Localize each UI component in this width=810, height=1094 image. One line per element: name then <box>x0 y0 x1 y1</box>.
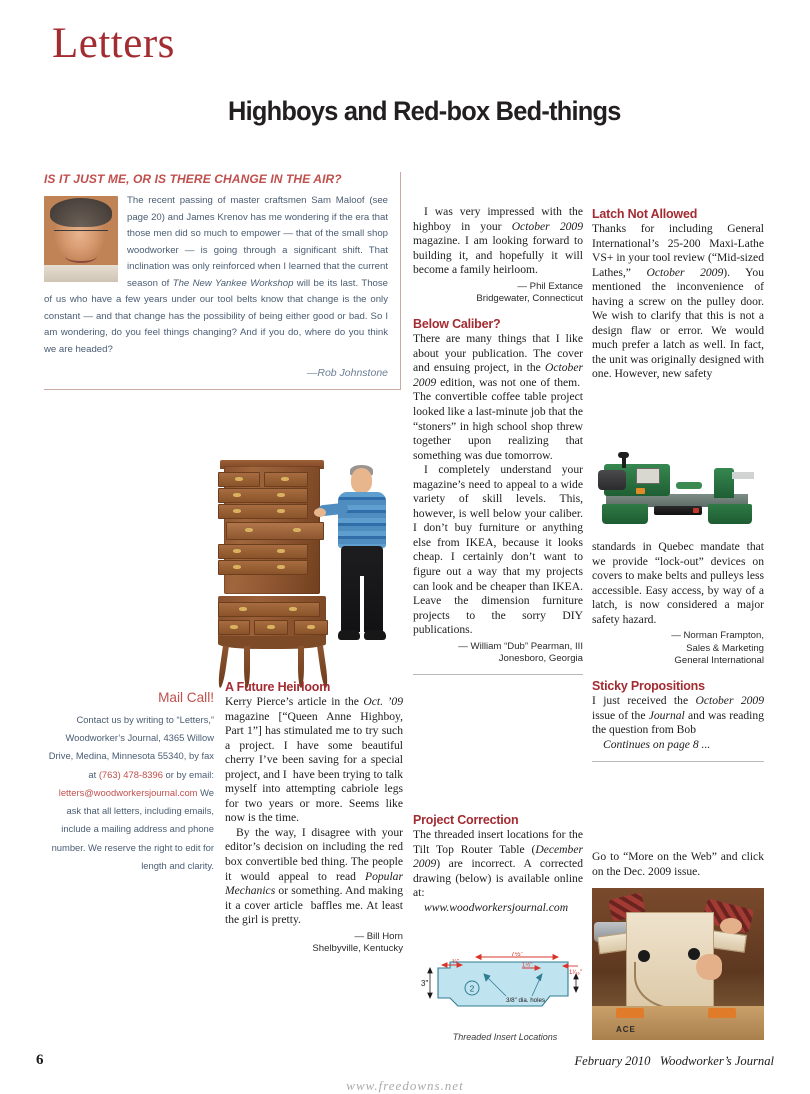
editorial-italic-title: The New Yankee Workshop <box>172 277 294 289</box>
mail-call-line-1: Contact us by writing to “Letters,” <box>76 714 214 725</box>
letter-body-latch-p2: standards in Quebec mandate that we provide “lock-out” devices on covers to make belts and pulleys less accessible. Easy access, by way of a latch, is now considered a major safety hazard. <box>592 540 764 626</box>
footer-issue-line <box>574 1054 774 1069</box>
orange-clamp <box>708 1008 736 1018</box>
mail-call-line-2: Woodworker’s Journal, <box>65 732 161 744</box>
letter-heading-below-caliber: Below Caliber? <box>413 316 501 332</box>
italic-popular-mechanics: Popular Mechanics <box>225 869 403 898</box>
letter-body-highboy-impressed: I was very impressed with the highboy in your October 2009 magazine. I am looking forward to building it, and hopefully it will become a family heirloom. <box>413 205 584 277</box>
italic-december-2009: December 2009 <box>413 842 583 871</box>
letter-body-latch-p1: Thanks for including General International’s 25-200 Maxi-Lathe VS+ in your tool review (“Mid-sized Lathes,” October 2009). You mentioned the inconvenience of having a screw on the pulley door. We wish to clarify that this is not a design flaw or error. We would much prefer a latch as well. In fact, the unit was originally designed with one. However, new safety <box>592 222 764 381</box>
column-latch-continued <box>592 540 764 762</box>
lathe-photo <box>592 442 764 534</box>
drawing-hole-note: 3/8" dia. holes <box>506 997 546 1004</box>
footer-publication: Woodworker’s Journal <box>659 1054 774 1068</box>
project-correction-url[interactable]: www.woodworkersjournal.com <box>424 900 569 914</box>
editorial-signature: —Rob Johnstone <box>306 367 388 379</box>
italic-october-2009: October 2009 <box>646 265 724 279</box>
mail-call-phone: (763) 478-8396 <box>98 768 163 780</box>
italic-journal: Journal <box>648 708 685 722</box>
letter-body-sticky: I just received the October 2009 issue of the Journal and was reading the question from Bob <box>592 694 765 737</box>
lathe-brand-badge <box>654 506 702 515</box>
editorial-text-part-1: The recent passing of master craftsmen Sam Maloof (see page 20) and James Krenov has me wondering if the era that those men did so much to empower — that of the small shop woodworker — is going through a significant shift. That inclination was only reinforced when I learned that the current season of <box>127 195 388 289</box>
editorial-text-part-2: will be its last. Those of us who have a few years under our tool belts know that change is the only constant — and that change has the possibility of being either good or bad. So I am wondering, do you feel things changing? And if you do, where do you think we are headed? <box>44 277 388 355</box>
letter-heading-future-heirloom: A Future Heirloom <box>225 679 331 694</box>
woodworker-hand <box>314 508 326 517</box>
mail-call-title: Mail Call! <box>158 690 214 705</box>
column-future-heirloom <box>225 668 403 955</box>
highboy-drawer <box>218 602 320 617</box>
woodworker-head <box>351 468 372 493</box>
letter-signature-highboy-impressed <box>413 281 583 306</box>
signature-place: Shelbyville, Kentucky <box>312 943 403 955</box>
lathe-right-base <box>708 504 752 524</box>
portrait-hair <box>50 198 112 227</box>
portrait-shirt <box>44 265 118 282</box>
signature-name: — Bill Horn <box>354 930 403 942</box>
highboy-drawer <box>218 620 250 635</box>
italic-oct09: Oct. ’09 <box>363 695 404 708</box>
signature-name: — Phil Extance <box>517 280 583 292</box>
continues-link[interactable]: Continues on page 8 ... <box>603 737 711 751</box>
hand-right <box>696 954 722 980</box>
mail-call-line-5: or by email: <box>162 768 214 780</box>
highboy-photo <box>214 450 404 664</box>
mail-call-line-6: We ask that all letters, including <box>66 786 214 817</box>
signature-name: — William “Dub” Pearman, III <box>458 640 583 652</box>
section-divider <box>413 674 583 675</box>
letter-body-project-correction: The threaded insert locations for the Tilt Top Router Table (December 2009) are incorrect. A corrected drawing (below) is available online at: <box>413 828 583 900</box>
router-table-knob <box>638 950 650 962</box>
highboy-drawer <box>264 472 308 487</box>
highboy-drawer <box>218 560 308 575</box>
drawing-part-outline <box>438 959 568 1006</box>
letter-signature-future-heirloom <box>225 931 403 956</box>
router-table-photo <box>592 888 764 1040</box>
dim-height-left: 3" <box>421 979 429 988</box>
woodworker-shoe <box>364 630 386 640</box>
lathe-knob <box>618 452 629 458</box>
lathe-control-panel <box>636 468 660 484</box>
highboy-drawer <box>218 488 308 503</box>
highboy-drawer <box>218 504 308 519</box>
signature-name: — Norman Frampton, <box>671 630 764 642</box>
hand-top <box>720 918 742 934</box>
editor-portrait-photo <box>44 196 118 282</box>
lathe-tool-rest <box>676 482 702 489</box>
masthead <box>52 22 175 65</box>
editorial-kicker: IS IT JUST ME, OR IS THERE CHANGE IN THE AIR? <box>44 172 342 186</box>
letter-heading-latch: Latch Not Allowed <box>592 206 698 221</box>
column-more-on-the-web <box>592 850 764 879</box>
section-title: Letters <box>52 20 175 67</box>
mail-call-line-9: right to edit for length and clarity. <box>141 841 214 871</box>
column-latch-not-allowed <box>592 206 764 382</box>
section-divider <box>592 761 764 762</box>
signature-company: General International <box>674 654 764 666</box>
letter-body-future-heirloom-p2: By the way, I disagree with your editor’s decision on including the red box convertible bed thing. The people it would appeal to read Popular Mechanics or something. And making it a cover article baffles me. At least the girl is pretty. <box>225 825 403 927</box>
highboy-drawer <box>218 544 308 559</box>
letter-signature-latch <box>592 630 764 667</box>
mail-call-line-3: 4365 Willow Drive, Medina, <box>48 732 214 762</box>
letter-heading-sticky: Sticky Propositions <box>592 678 705 694</box>
dim-inner-offset: 1½" <box>522 962 533 969</box>
column-project-correction <box>413 812 583 915</box>
lathe-left-base <box>602 504 648 524</box>
portrait-glasses <box>54 230 107 240</box>
highboy-drawer <box>294 620 328 635</box>
page-number: 6 <box>36 1052 44 1068</box>
orange-clamp <box>616 1008 644 1018</box>
watermark: www.freedowns.net <box>346 1078 464 1093</box>
highboy-apron <box>218 636 326 649</box>
highboy-drawer <box>254 620 288 635</box>
column-below-caliber <box>413 205 583 675</box>
ace-label: ACE <box>616 1025 636 1034</box>
highboy-drawer <box>218 472 260 487</box>
woodworker-shoe <box>338 630 360 640</box>
highboy-open-drawer <box>226 522 324 540</box>
italic-october-2009: October 2009 <box>511 219 584 233</box>
letter-body-more-on-web: Go to “More on the Web” and click on the Dec. 2009 issue. <box>592 850 764 878</box>
mail-call-line-7: emails, include a mailing address <box>61 805 214 835</box>
drawing-svg <box>418 952 586 1022</box>
dim-height-right: 1¹⁄₁₆" <box>569 970 582 976</box>
lathe-motor <box>598 470 626 490</box>
mail-call-sidebar <box>44 690 214 875</box>
dim-left-offset: ¾" <box>452 959 460 966</box>
italic-october-2009: October 2009 <box>695 694 765 708</box>
letter-heading-project-correction: Project Correction <box>413 812 519 827</box>
signature-place: Jonesboro, Georgia <box>498 653 583 665</box>
mail-call-line-4: Minnesota 55340, by fax at <box>88 750 214 780</box>
drawing-part-number: 2 <box>469 983 475 994</box>
lathe-switch <box>636 488 645 494</box>
woodworker-leg-gap <box>360 576 364 632</box>
footer-issue: February 2010 <box>574 1054 651 1068</box>
italic-october-2009: October 2009 <box>413 361 583 389</box>
threaded-insert-drawing <box>418 952 586 1022</box>
editorial-block <box>44 172 401 390</box>
letter-body-below-caliber-p2: I completely understand your magazine’s need to appeal to a wide variety of skill levels. This, however, is well below your caliber. I don’t buy furniture or anything else from IKEA, because it looks cheap. I certainly don’t want to figure out a way that my projects can look and be cheaper than IKEA. Leave the dimension furniture projects to the sorry DIY publications. <box>413 463 583 637</box>
mail-call-line-8: and phone number. We reserve the <box>51 823 214 853</box>
page-headline: Highboys and Red-box Bed-things <box>228 96 621 126</box>
letter-body-future-heirloom-p1: Kerry Pierce’s article in the Oct. ’09 magazine [“Queen Anne Highboy, Part 1”] has stimulated me to try such a project. I have some beautiful cherry I’ve been saving for a special project, and I have been trying to talk myself into attempting cabriole legs for two years or more. Seems like now is the time. <box>225 695 404 825</box>
lathe-spur-center <box>732 472 754 479</box>
portrait-smile <box>65 249 98 263</box>
mail-call-email-link[interactable]: letters@woodworkersjournal.com <box>58 786 198 798</box>
signature-place: Bridgewater, Connecticut <box>476 293 583 304</box>
mail-call-body <box>44 711 214 875</box>
drawing-caption: Threaded Insert Locations <box>452 1032 558 1042</box>
lathe-tailstock <box>714 468 734 498</box>
dim-overall-span: 7½" <box>510 952 524 958</box>
signature-role: Sales & Marketing <box>686 642 764 654</box>
letter-body-below-caliber-p1: There are many things that I like about your publication. The cover and ensuing project, in the October 2009 edition, was not one of them. The convertible coffee table project looked like a last-minute job that the “stoners” in high school shop threw together upon realizing that something was due tomorrow. <box>413 332 584 462</box>
woodworker-striped-shirt <box>338 492 386 548</box>
letter-signature-below-caliber <box>413 641 583 666</box>
